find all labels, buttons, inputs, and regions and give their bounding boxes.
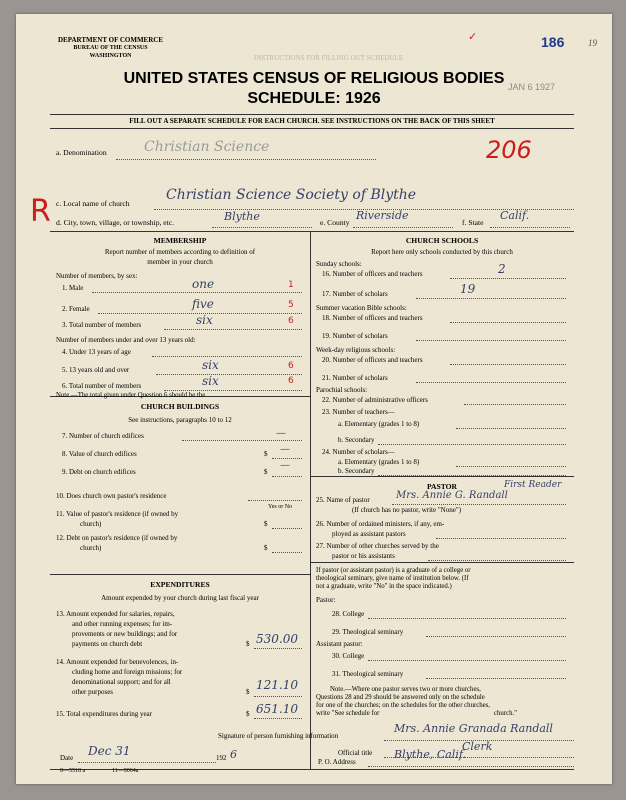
members-by-age-label: Number of members under and over 13 years old: — [56, 336, 196, 344]
q15-value[interactable]: 651.10 — [256, 702, 298, 716]
q27-label-1: 27. Number of other churches served by the — [316, 542, 439, 550]
first-reader-note: First Reader — [504, 480, 562, 490]
q6-total-label: 6. Total number of members — [62, 382, 142, 390]
corner-note: 19 — [588, 38, 597, 48]
signature-value[interactable]: Mrs. Annie Granada Randall — [394, 722, 553, 735]
q24b-label: b. Secondary — [338, 467, 375, 475]
q13-label-3: provements or new buildings; and for — [72, 630, 178, 638]
q14-label-4: other purposes — [72, 688, 114, 696]
q11-dollar-sign: $ — [264, 520, 268, 528]
q12-label-1: 12. Debt on pastor's residence (if owned by — [56, 534, 178, 542]
q10-residence-label: 10. Does church own pastor's residence — [56, 492, 167, 500]
q20-label: 20. Number of officers and teachers — [322, 356, 423, 364]
q24a-label: a. Elementary (grades 1 to 8) — [338, 458, 420, 466]
pastor-title: PASTOR — [426, 482, 458, 491]
summer-schools-label: Summer vacation Bible schools: — [316, 304, 407, 312]
q27-label-2: pastor or his assistants — [332, 552, 395, 560]
schools-title: CHURCH SCHOOLS — [405, 236, 479, 245]
q25-label: 25. Name of pastor — [316, 496, 370, 504]
q23b-label: b. Secondary — [338, 436, 375, 444]
city-name: WASHINGTON — [89, 53, 132, 59]
po-address-label: P. O. Address — [318, 758, 356, 766]
local-name-value[interactable]: Christian Science Society of Blythe — [166, 187, 417, 203]
instructions-banner: FILL OUT A SEPARATE SCHEDULE FOR EACH CHURCH. SEE INSTRUCTIONS ON THE BACK OF THIS SHEET — [50, 114, 574, 129]
q6-red-number: 6 — [288, 376, 294, 386]
graduate-note-3: not a graduate, write "No" in the space indicated.) — [316, 583, 452, 590]
q10-hint: Yes or No — [268, 504, 293, 510]
q26-label-1: 26. Number of ordained ministers, if any, em- — [316, 520, 445, 528]
q19-label: 19. Number of scholars — [322, 332, 388, 340]
q9-value[interactable]: — — [280, 460, 290, 471]
schedule-title: SCHEDULE: 1926 — [247, 90, 381, 107]
q5-red-number: 6 — [288, 361, 294, 371]
expenditures-intro: Amount expended by your church during last fiscal year — [101, 594, 259, 602]
q14-label-1: 14. Amount expended for benevolences, in- — [56, 658, 179, 666]
denomination-value[interactable]: Christian Science — [144, 139, 270, 155]
pastor-note-4: write "See schedule for — [316, 710, 380, 717]
q29-label: 29. Theological seminary — [332, 628, 404, 636]
official-title-value[interactable]: Clerk — [462, 740, 493, 753]
expenditures-title: EXPENDITURES — [150, 580, 210, 589]
graduate-note-2: theological seminary, give name of institution below. (If — [316, 575, 469, 582]
q18-label: 18. Number of officers and teachers — [322, 314, 423, 322]
q30-label: 30. College — [332, 652, 365, 660]
q2-female-label: 2. Female — [62, 305, 90, 313]
membership-intro-1: Report number of members according to definition of — [104, 248, 256, 256]
q6-total-value[interactable]: six — [202, 374, 219, 388]
membership-intro-2: member in your church — [147, 258, 213, 266]
received-stamp: JAN 6 1927 — [508, 82, 556, 92]
city-value[interactable]: Blythe — [224, 210, 260, 223]
q8-value[interactable]: — — [280, 444, 290, 455]
q25-value[interactable]: Mrs. Annie G. Randall — [396, 490, 508, 501]
q11-label-2: church) — [80, 520, 102, 528]
q15-dollar-sign: $ — [246, 710, 250, 718]
pastor-sub-label: Pastor: — [316, 596, 336, 604]
weekday-schools-label: Week-day religious schools: — [316, 346, 396, 354]
year-value[interactable]: 6 — [230, 748, 237, 761]
q3-total-value[interactable]: six — [196, 313, 213, 327]
pastor-note-2: Questions 28 and 29 should be answered only on the schedule — [316, 694, 485, 701]
q1-male-label: 1. Male — [62, 284, 84, 292]
q2-red-number: 5 — [288, 300, 294, 310]
signature-label: Signature of person furnishing information — [218, 732, 339, 740]
q2-female-value[interactable]: five — [192, 297, 214, 311]
membership-title: MEMBERSHIP — [153, 236, 207, 245]
q4-under13-label: 4. Under 13 years of age — [62, 348, 131, 356]
q21-label: 21. Number of scholars — [322, 374, 388, 382]
q7-edifices-label: 7. Number of church edifices — [62, 432, 144, 440]
po-address-value[interactable]: Blythe, Calif. — [394, 748, 467, 761]
red-r-mark: R — [30, 194, 51, 229]
city-label: d. City, town, village, or township, etc. — [56, 218, 175, 227]
page-title: UNITED STATES CENSUS OF RELIGIOUS BODIES — [123, 70, 505, 87]
pastor-note-1: Note.—Where one pastor serves two or more churches, — [330, 686, 481, 693]
faint-instructions-stamp: INSTRUCTIONS FOR FILLING OUT SCHEDULE — [254, 54, 404, 62]
state-label: f. State — [462, 218, 484, 227]
q25-hint: (If church has no pastor, write "None") — [352, 506, 462, 514]
q8-value-label: 8. Value of church edifices — [62, 450, 137, 458]
county-value[interactable]: Riverside — [356, 209, 409, 222]
q16-value[interactable]: 2 — [498, 262, 506, 276]
department-header — [58, 36, 163, 60]
q13-value[interactable]: 530.00 — [256, 632, 298, 646]
buildings-intro: See instructions, paragraphs 10 to 12 — [128, 416, 232, 424]
q11-label-1: 11. Value of pastor's residence (if owned by — [56, 510, 179, 518]
q22-label: 22. Number of administrative officers — [322, 396, 428, 404]
check-mark: ✓ — [468, 30, 478, 43]
q5-over13-label: 5. 13 years old and over — [62, 366, 130, 374]
q23-label: 23. Number of teachers— — [322, 408, 395, 416]
state-value[interactable]: Calif. — [500, 209, 530, 222]
q9-debt-label: 9. Debt on church edifices — [62, 468, 136, 476]
q1-male-value[interactable]: one — [192, 277, 215, 291]
sunday-schools-label: Sunday schools: — [316, 260, 362, 268]
membership-note-1: Note.—The total given under Question 6 should be the — [56, 392, 206, 399]
q12-dollar-sign: $ — [264, 544, 268, 552]
print-code-1: 8—5518 a — [60, 768, 86, 774]
pastor-note-4b: church." — [494, 710, 517, 717]
q14-label-3: denominational support; and for all — [72, 678, 171, 686]
q17-label: 17. Number of scholars — [322, 290, 388, 298]
date-label: Date — [60, 754, 74, 762]
parochial-schools-label: Parochial schools: — [316, 386, 368, 394]
q3-red-number: 6 — [288, 316, 294, 326]
q23a-label: a. Elementary (grades 1 to 8) — [338, 420, 420, 428]
q13-dollar-sign: $ — [246, 640, 250, 648]
schools-intro: Report here only schools conducted by this church — [371, 248, 513, 256]
q13-label-2: and other running expenses; for im- — [72, 620, 173, 628]
q17-value[interactable]: 19 — [460, 282, 476, 296]
q8-dollar-sign: $ — [264, 450, 268, 458]
red-code-206: 206 — [486, 136, 532, 164]
q15-label: 15. Total expenditures during year — [56, 710, 152, 718]
q14-dollar-sign: $ — [246, 688, 250, 696]
q13-label-1: 13. Amount expended for salaries, repairs, — [56, 610, 175, 618]
census-schedule-page — [16, 14, 612, 784]
q24-label: 24. Number of scholars— — [322, 448, 395, 456]
q5-over13-value[interactable]: six — [202, 358, 219, 372]
q28-label: 28. College — [332, 610, 365, 618]
pastor-note-3: for one of the churches; on the schedules for the other churches, — [316, 702, 491, 709]
assistant-sub-label: Assistant pastor: — [316, 640, 363, 648]
dept-name: DEPARTMENT OF COMMERCE — [58, 36, 164, 44]
local-name-label: c. Local name of church — [56, 199, 130, 208]
q12-label-2: church) — [80, 544, 102, 552]
q7-value[interactable]: — — [276, 428, 286, 439]
graduate-note-1: If pastor (or assistant pastor) is a graduate of a college or — [316, 567, 471, 574]
q3-total-label: 3. Total number of members — [62, 321, 142, 329]
q14-label-2: cluding home and foreign missions; for — [72, 668, 183, 676]
q1-red-number: 1 — [288, 280, 294, 290]
form-number: 186 — [541, 34, 565, 50]
date-value[interactable]: Dec 31 — [88, 744, 131, 758]
q26-label-2: ployed as assistant pastors — [332, 530, 406, 538]
denomination-label: a. Denomination — [56, 148, 107, 157]
year-prefix: 192 — [216, 754, 227, 762]
county-label: e. County — [320, 218, 350, 227]
q14-value[interactable]: 121.10 — [256, 678, 298, 692]
bureau-name: BUREAU OF THE CENSUS — [73, 45, 148, 51]
q31-label: 31. Theological seminary — [332, 670, 404, 678]
official-title-label: Official title — [338, 749, 373, 757]
buildings-title: CHURCH BUILDINGS — [140, 402, 220, 411]
q13-label-4: payments on church debt — [72, 640, 143, 648]
print-code-2: 11—9064a — [112, 768, 139, 774]
members-by-sex-label: Number of members, by sex: — [56, 272, 138, 280]
q16-label: 16. Number of officers and teachers — [322, 270, 423, 278]
q9-dollar-sign: $ — [264, 468, 268, 476]
